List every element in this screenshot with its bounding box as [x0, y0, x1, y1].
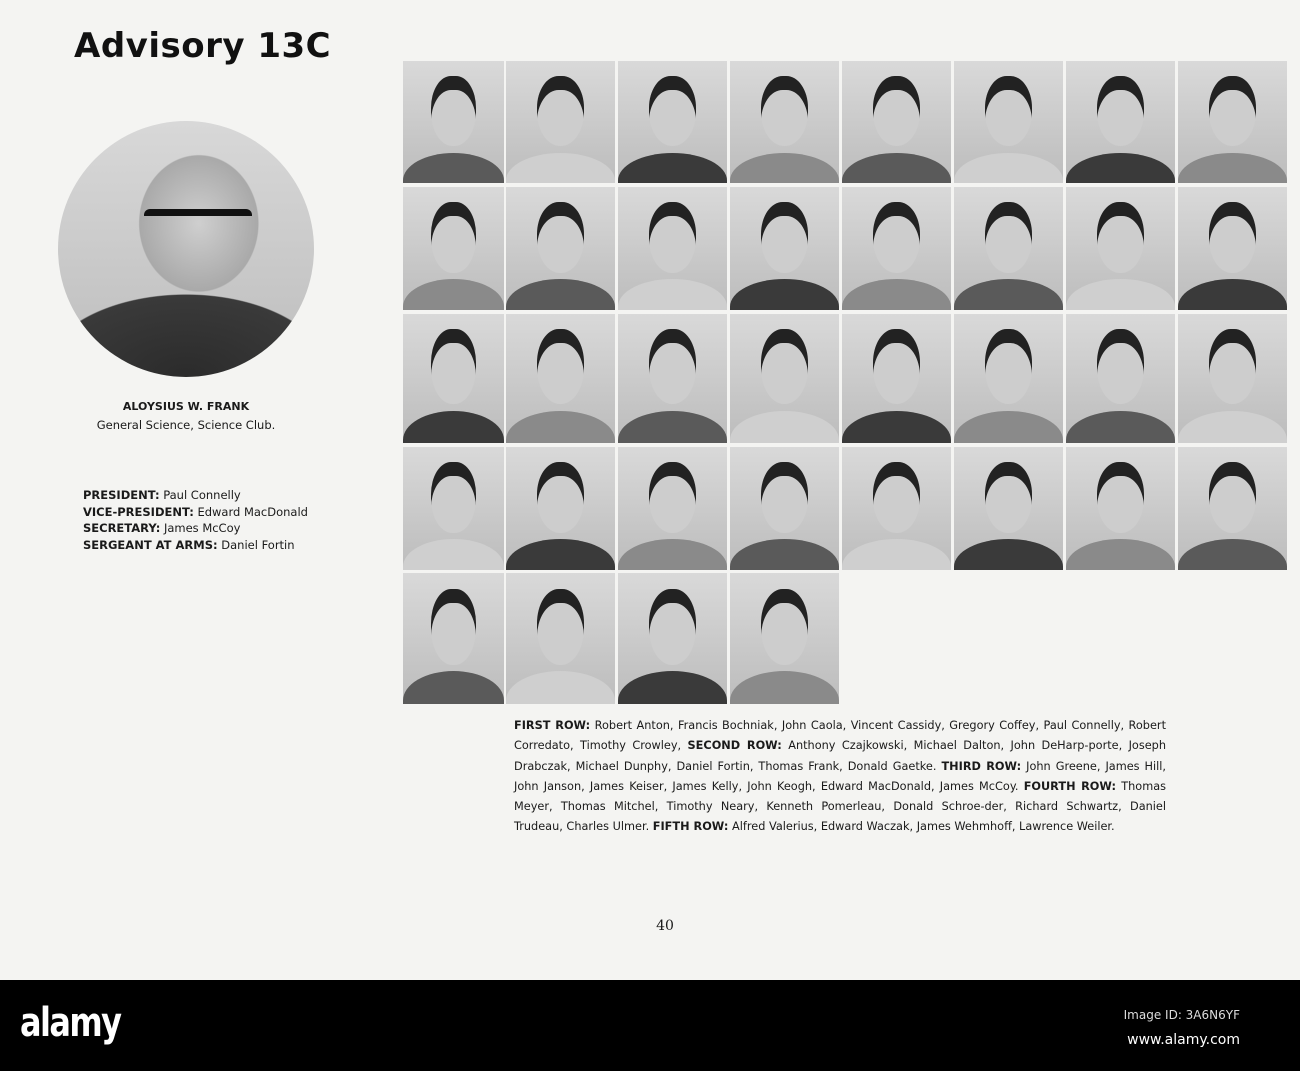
photo-caption — [514, 716, 1166, 838]
shoulders-shape — [618, 279, 727, 310]
row-names: John Greene, James Hill, John Janson, James Keiser, James Kelly, John Keogh, Edward MacDonald, James McCoy. — [514, 759, 1167, 793]
student-photo — [1066, 314, 1175, 443]
student-photo — [1178, 314, 1287, 443]
head-shape — [431, 202, 475, 273]
student-photo — [842, 61, 951, 183]
shoulders-shape — [954, 153, 1063, 184]
student-photo — [954, 447, 1063, 570]
head-shape — [537, 462, 585, 533]
row-label: SECOND ROW: — [687, 739, 782, 753]
shoulders-shape — [403, 153, 504, 184]
officer-name: Edward MacDonald — [197, 504, 308, 519]
head-shape — [431, 76, 475, 147]
officer-role: SERGEANT AT ARMS: — [83, 537, 218, 552]
shoulders-shape — [842, 153, 951, 184]
row-names: Robert Anton, Francis Bochniak, John Caola, Vincent Cassidy, Gregory Coffey, Paul Connelly, Robert Corredato, Timothy Crowley, — [514, 719, 1166, 753]
student-photo — [954, 61, 1063, 183]
shoulders-shape — [1178, 411, 1287, 443]
head-shape — [1097, 462, 1145, 533]
officers-list — [83, 487, 308, 553]
student-photo — [618, 314, 727, 443]
shoulders-shape — [1066, 153, 1175, 184]
page-number: 40 — [656, 918, 674, 934]
shoulders-shape — [730, 153, 839, 184]
shoulders-shape — [403, 411, 504, 443]
teacher-subjects: General Science, Science Club. — [96, 418, 276, 432]
head-shape — [1097, 202, 1145, 273]
officer-role: SECRETARY: — [83, 521, 161, 535]
head-shape — [761, 76, 809, 147]
student-photo — [506, 187, 615, 310]
student-photo — [506, 447, 615, 570]
shoulders-shape — [506, 671, 615, 704]
head-shape — [537, 589, 585, 665]
head-shape — [1209, 329, 1257, 404]
student-photo — [403, 314, 504, 443]
head-shape — [761, 589, 809, 665]
head-shape — [985, 202, 1033, 273]
student-photo — [618, 447, 727, 570]
student-photo — [1178, 61, 1287, 183]
head-shape — [649, 462, 697, 533]
shoulders-shape — [618, 539, 727, 570]
head-shape — [1209, 202, 1257, 273]
shoulders-shape — [842, 539, 951, 570]
head-shape — [873, 462, 921, 533]
head-shape — [431, 462, 475, 533]
student-photo — [842, 187, 951, 310]
glasses-shape — [144, 209, 252, 242]
officer-role: VICE-PRESIDENT: — [83, 504, 194, 519]
head-shape — [649, 589, 697, 665]
head-shape — [873, 76, 921, 147]
shoulders-shape — [1066, 411, 1175, 443]
student-photo — [730, 61, 839, 183]
shoulders-shape — [403, 279, 504, 310]
head-shape — [985, 76, 1033, 147]
head-shape — [1209, 76, 1257, 147]
head-shape — [761, 202, 809, 273]
row-names: Anthony Czajkowski, Michael Dalton, John DeHarp-porte, Joseph Drabczak, Michael Dunphy, Daniel Fortin, Thomas Frank, Donald Gaetke. — [514, 739, 1167, 773]
student-photo — [506, 61, 615, 183]
officer-president — [83, 487, 308, 504]
student-photo — [730, 447, 839, 570]
student-photo — [1066, 61, 1175, 183]
student-photo — [730, 314, 839, 443]
head-shape — [1097, 76, 1145, 147]
alamy-logo: alamy — [20, 1000, 121, 1046]
shoulders-shape — [618, 671, 727, 704]
head-shape — [761, 329, 809, 404]
row-label: FIRST ROW: — [514, 719, 591, 732]
shoulders-shape — [506, 539, 615, 570]
shoulders-shape — [1178, 153, 1287, 184]
shoulders-shape — [730, 671, 839, 704]
shoulders-shape — [403, 671, 504, 704]
student-photo — [618, 573, 727, 704]
student-photo — [1178, 187, 1287, 310]
teacher-portrait — [58, 121, 314, 377]
head-shape — [761, 462, 809, 533]
shoulders-shape — [403, 539, 504, 570]
shoulders-shape — [618, 153, 727, 184]
shoulders-shape — [954, 539, 1063, 570]
officer-sergeant-at-arms — [83, 537, 308, 554]
student-photo — [506, 573, 615, 704]
shoulders-shape — [506, 153, 615, 184]
officer-name: Daniel Fortin — [221, 537, 295, 552]
student-photo — [403, 187, 504, 310]
head-shape — [431, 589, 475, 665]
row-label: FOURTH ROW: — [1023, 779, 1117, 793]
student-photo — [1066, 187, 1175, 310]
head-shape — [537, 329, 585, 404]
student-photo — [730, 187, 839, 310]
shoulders-shape — [618, 411, 727, 443]
student-photo — [730, 573, 839, 704]
head-shape — [1097, 329, 1145, 404]
shoulders-shape — [954, 279, 1063, 310]
head-shape — [985, 462, 1033, 533]
head-shape — [873, 329, 921, 404]
student-photo — [403, 573, 504, 704]
head-shape — [431, 329, 475, 404]
officer-secretary — [83, 520, 308, 537]
student-photo — [954, 187, 1063, 310]
row-names: Thomas Meyer, Thomas Mitchel, Timothy Neary, Kenneth Pomerleau, Donald Schroe-der, Richard Schwartz, Daniel Trudeau, Charles Ulmer. — [514, 779, 1167, 834]
student-photo — [403, 61, 504, 183]
student-photo — [618, 61, 727, 183]
head-shape — [537, 76, 585, 147]
student-photo — [618, 187, 727, 310]
officer-role: PRESIDENT: — [83, 488, 160, 502]
student-photo — [1178, 447, 1287, 570]
head-shape — [1209, 462, 1257, 533]
row-label: THIRD ROW: — [941, 759, 1022, 773]
student-photo — [1066, 447, 1175, 570]
page-title: Advisory 13C — [74, 26, 332, 66]
student-photo — [506, 314, 615, 443]
student-photo — [842, 447, 951, 570]
row-names: Alfred Valerius, Edward Waczak, James Wehmhoff, Lawrence Weiler. — [732, 820, 1115, 834]
head-shape — [649, 76, 697, 147]
row-label: FIFTH ROW: — [652, 820, 729, 834]
student-photo — [954, 314, 1063, 443]
shoulders-shape — [730, 279, 839, 310]
shoulders-shape — [1178, 539, 1287, 570]
head-shape — [537, 202, 585, 273]
shoulders-shape — [842, 279, 951, 310]
officer-vice-president — [83, 504, 308, 521]
watermark-url: www.alamy.com — [1127, 1032, 1240, 1048]
head-shape — [649, 329, 697, 404]
shoulders-shape — [1066, 279, 1175, 310]
shoulders-shape — [842, 411, 951, 443]
head-shape — [985, 329, 1033, 404]
shoulders-shape — [506, 279, 615, 310]
student-photo — [842, 314, 951, 443]
watermark-footer — [0, 980, 1300, 1071]
shoulders-shape — [730, 411, 839, 443]
shoulders-shape — [506, 411, 615, 443]
student-photo — [403, 447, 504, 570]
head-shape — [649, 202, 697, 273]
head-shape — [873, 202, 921, 273]
shoulders-shape — [954, 411, 1063, 443]
shoulders-shape — [730, 539, 839, 570]
shoulders-shape — [1178, 279, 1287, 310]
officer-name: James McCoy — [163, 521, 241, 535]
image-id: Image ID: 3A6N6YF — [1123, 1008, 1240, 1022]
officer-name: Paul Connelly — [163, 488, 241, 502]
shoulders-shape — [1066, 539, 1175, 570]
teacher-name: ALOYSIUS W. FRANK — [122, 400, 250, 413]
